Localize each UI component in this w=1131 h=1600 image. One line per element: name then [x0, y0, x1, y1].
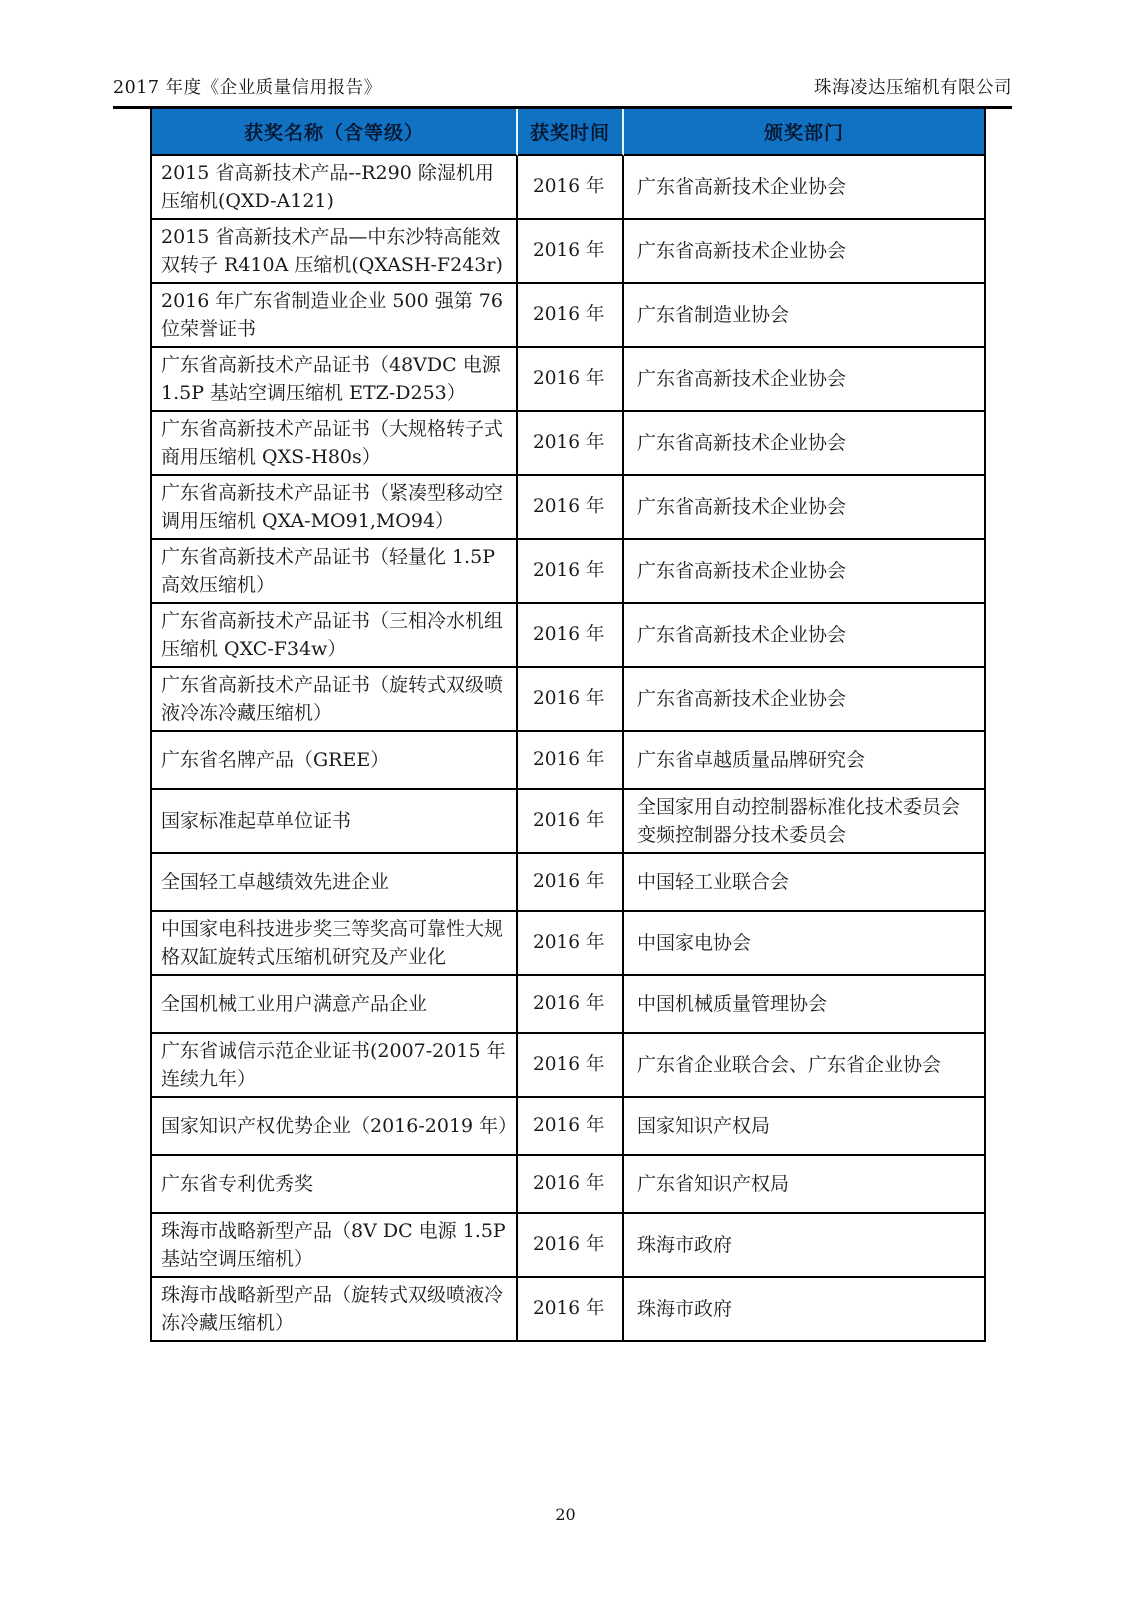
award-dept-cell: 广东省高新技术企业协会 — [624, 220, 984, 284]
award-dept-cell: 广东省高新技术企业协会 — [624, 156, 984, 220]
award-dept-cell: 中国轻工业联合会 — [624, 854, 984, 912]
table-row — [152, 976, 984, 1034]
award-time-cell: 2016 年 — [518, 976, 624, 1034]
award-dept-cell: 广东省高新技术企业协会 — [624, 476, 984, 540]
award-name-cell: 广东省专利优秀奖 — [152, 1156, 518, 1214]
award-dept-cell: 广东省卓越质量品牌研究会 — [624, 732, 984, 790]
award-time-cell: 2016 年 — [518, 1098, 624, 1156]
award-time-cell: 2016 年 — [518, 348, 624, 412]
award-name-cell: 2015 省高新技术产品--R290 除湿机用压缩机(QXD-A121) — [152, 156, 518, 220]
award-time-cell: 2016 年 — [518, 156, 624, 220]
award-name-cell: 广东省高新技术产品证书（48VDC 电源 1.5P 基站空调压缩机 ETZ-D253） — [152, 348, 518, 412]
award-time-cell: 2016 年 — [518, 604, 624, 668]
award-dept-cell: 珠海市政府 — [637, 1298, 733, 1320]
award-dept-cell: 国家知识产权局 — [624, 1098, 984, 1156]
award-time-cell: 2016 年 — [518, 1034, 624, 1098]
table-row — [152, 790, 984, 854]
award-name-cell: 广东省高新技术产品证书（旋转式双级喷液冷冻冷藏压缩机） — [152, 668, 518, 732]
award-name-cell: 广东省高新技术产品证书（大规格转子式商用压缩机 QXS-H80s） — [152, 412, 518, 476]
table-header-row — [152, 109, 984, 156]
award-dept-cell: 珠海市政府 — [624, 1214, 984, 1278]
award-time-cell: 2016 年 — [518, 912, 624, 976]
col-header-award-dept: 颁奖部门 — [624, 109, 984, 156]
award-dept-cell: 广东省知识产权局 — [624, 1156, 984, 1214]
award-time-cell: 2016 年 — [518, 540, 624, 604]
col-header-award-time: 获奖时间 — [518, 109, 624, 156]
company-name: 珠海凌达压缩机有限公司 — [814, 78, 1012, 98]
award-dept-cell: 广东省高新技术企业协会 — [624, 540, 984, 604]
award-name-cell: 国家标准起草单位证书 — [152, 790, 518, 854]
award-name-cell: 广东省名牌产品（GREE） — [152, 732, 518, 790]
award-name-cell: 广东省高新技术产品证书（轻量化 1.5P 高效压缩机） — [152, 540, 518, 604]
award-dept-cell: 广东省高新技术企业协会 — [624, 348, 984, 412]
table-row — [152, 284, 984, 348]
award-table-body — [152, 156, 984, 1340]
award-name-cell: 广东省诚信示范企业证书(2007-2015 年连续九年） — [152, 1034, 518, 1098]
award-name-cell: 珠海市战略新型产品（8V DC 电源 1.5P 基站空调压缩机） — [152, 1214, 518, 1278]
award-time-cell: 2016 年 — [518, 732, 624, 790]
page-header — [113, 74, 1012, 109]
table-row — [152, 668, 984, 732]
award-time-cell: 2016 年 — [518, 220, 624, 284]
award-name-cell: 全国机械工业用户满意产品企业 — [152, 976, 518, 1034]
table-row — [152, 1214, 984, 1278]
table-row — [152, 476, 984, 540]
table-row — [152, 1156, 984, 1214]
table-row — [152, 348, 984, 412]
table-row — [152, 156, 984, 220]
report-title: 2017 年度《企业质量信用报告》 — [113, 78, 382, 98]
award-time-cell: 2016 年 — [518, 668, 624, 732]
award-name-cell: 2015 省高新技术产品—中东沙特高能效双转子 R410A 压缩机(QXASH-F243r) — [152, 220, 518, 284]
award-time-cell: 2016 年 — [518, 854, 624, 912]
table-row — [152, 854, 984, 912]
award-name-cell: 全国轻工卓越绩效先进企业 — [152, 854, 518, 912]
award-dept-cell: 广东省制造业协会 — [624, 284, 984, 348]
award-dept-cell: 中国家电协会 — [624, 912, 984, 976]
table-row — [152, 732, 984, 790]
award-time-cell: 2016 年 — [518, 412, 624, 476]
award-dept-cell: 广东省高新技术企业协会 — [624, 604, 984, 668]
award-name-cell: 2016 年广东省制造业企业 500 强第 76 位荣誉证书 — [152, 284, 518, 348]
award-time-cell: 2016 年 — [518, 790, 624, 854]
table-row — [152, 912, 984, 976]
award-dept-cell: 广东省高新技术企业协会 — [624, 412, 984, 476]
award-time-cell: 2016 年 — [518, 476, 624, 540]
award-name-cell: 中国家电科技进步奖三等奖高可靠性大规格双缸旋转式压缩机研究及产业化 — [152, 912, 518, 976]
table-row — [152, 220, 984, 284]
table-row — [152, 604, 984, 668]
award-dept-cell: 广东省企业联合会、广东省企业协会 — [624, 1034, 984, 1098]
table-row — [152, 412, 984, 476]
award-name-cell: 广东省高新技术产品证书（三相冷水机组压缩机 QXC-F34w） — [152, 604, 518, 668]
award-dept-cell: 中国机械质量管理协会 — [624, 976, 984, 1034]
table-row — [152, 540, 984, 604]
award-time-cell: 2016 年 — [518, 1278, 624, 1340]
award-table — [150, 107, 986, 1342]
table-row — [152, 1098, 984, 1156]
award-dept-cell: 广东省高新技术企业协会 — [624, 668, 984, 732]
table-row — [152, 1034, 984, 1098]
page-number: 20 — [555, 1505, 576, 1524]
table-row — [152, 1278, 984, 1340]
award-dept-cell: 全国家用自动控制器标准化技术委员会变频控制器分技术委员会 — [624, 790, 984, 854]
award-time-cell: 2016 年 — [518, 284, 624, 348]
award-time-cell: 2016 年 — [518, 1156, 624, 1214]
award-time-cell: 2016 年 — [518, 1214, 624, 1278]
award-name-cell: 广东省高新技术产品证书（紧凑型移动空调用压缩机 QXA-MO91,MO94） — [152, 476, 518, 540]
award-name-cell: 珠海市战略新型产品（旋转式双级喷液冷冻冷藏压缩机） — [152, 1278, 518, 1340]
col-header-award-name: 获奖名称（含等级） — [152, 109, 518, 156]
award-name-cell: 国家知识产权优势企业（2016-2019 年） — [152, 1098, 518, 1156]
